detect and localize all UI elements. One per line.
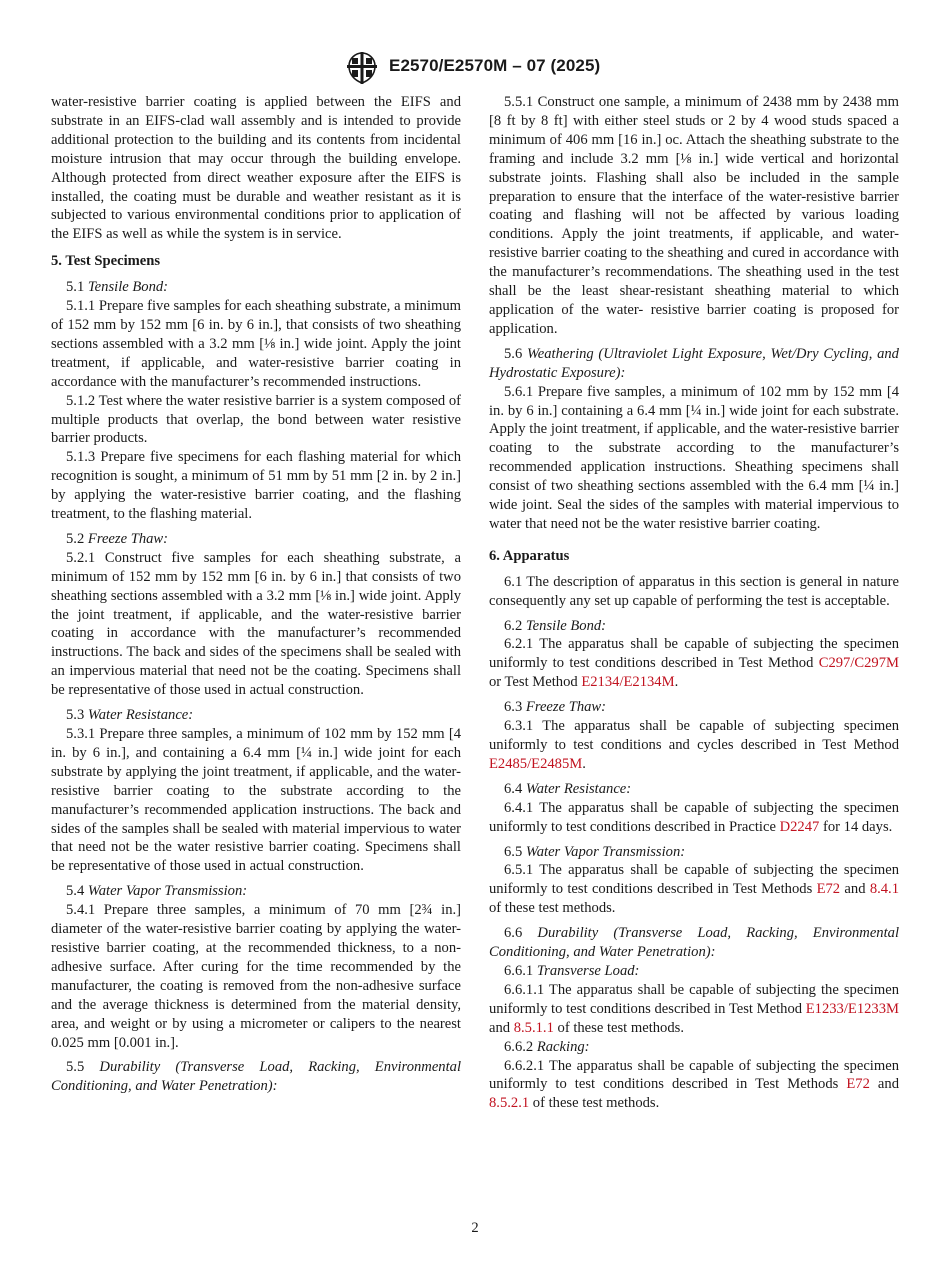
reference-link[interactable]: C297/C297M	[818, 655, 899, 672]
left-column	[51, 93, 461, 1096]
intro-paragraph: water-resistive barrier coating is applied between the EIFS and substrate in an EIFS-clad wall assembly and is intended to provide additional protection to the building and its contents from incidental moisture intrusion that may occur through the building envelope. Although protected from direct weather exposure after the EIFS is installed, the coating must be durable and weather resistant as it is subjected to various environmental conditions prior to application of the EIFS as well as while the system is in service.	[51, 94, 461, 243]
page-number: 2	[471, 1220, 479, 1236]
document-designation: E2570/E2570M – 07 (2025)	[389, 56, 601, 75]
reference-link[interactable]: E1233/E1233M	[805, 1000, 899, 1017]
paragraph: 6.3.1 The apparatus shall be capable of subjecting specimen uniformly to test conditions and cycles described in Test Method E2485/E2485M.	[489, 718, 899, 772]
reference-link[interactable]: 8.5.1.1	[513, 1019, 554, 1036]
astm-logo-icon	[344, 50, 380, 86]
reference-link[interactable]: E72	[816, 881, 841, 898]
subsection-heading: 6.6.2 Racking:	[504, 1038, 590, 1055]
paragraph: 5.5.1 Construct one sample, a minimum of 2438 mm by 2438 mm [8 ft by 8 ft] with either steel studs or 2 by 4 wood studs spaced a minimum of 406 mm [16 in.] oc. Attach the sheathing substrate to the framing and include 3.2 mm [⅛ in.] wide vertical and horizontal substrate joints. Flashing shall also be included in the sample preparation to ensure that the interface of the water-resistive barrier coating and flashing will not be affected by various loading conditions. Apply the joint treatments, if applicable, and water-resistive barrier coating to the sheathing and cured in accordance with the manufacturer’s recommendations. The sheathing used in the test shall be the least shear-resistant sheathing material to which application of the water- resistive barrier coating is proposed for application.	[489, 94, 899, 337]
section-heading: 6. Apparatus	[489, 547, 570, 564]
subsection-heading: 6.2 Tensile Bond:	[504, 617, 607, 634]
subsection-heading: 6.3 Freeze Thaw:	[504, 699, 607, 716]
right-column	[489, 93, 899, 1113]
reference-link[interactable]: E72	[846, 1076, 870, 1093]
paragraph: 5.3.1 Prepare three samples, a minimum of 102 mm by 152 mm [4 in. by 6 in.], and containing a 6.4 mm [¼ in.] wide joint for each substrate by applying the joint treatment, if applicable, and the water-resistive barrier coating to the substrate according to the manufacturer’s recommended application instructions. The back and sides of the samples shall be sealed with material impervious to water that need not be the water resistive barrier coating. Specimens shall be representative of those used in actual construction.	[51, 726, 461, 875]
subsection-heading: 6.4 Water Resistance:	[504, 780, 632, 797]
reference-link[interactable]: 8.4.1	[869, 881, 899, 898]
subsection-heading: 5.1 Tensile Bond:	[66, 279, 169, 296]
reference-link[interactable]: 8.5.2.1	[489, 1095, 530, 1112]
paragraph: 5.4.1 Prepare three samples, a minimum of 70 mm [2¾ in.] diameter of the water-resistive barrier coating by applying the water-resistive barrier coating, at the recommended thickness, to a non-adhesive surface. After curing for the time recommended by the manufacturer, the coating is removed from the non-adhesive surface and the average thickness is determined from the material density, area, and weight or by using a micrometer or calipers to the nearest 0.025 mm [0.001 in.].	[51, 902, 461, 1051]
paragraph: 5.1.1 Prepare five samples for each sheathing substrate, a minimum of 152 mm by 152 mm [6 in. by 6 in.], that consists of two sheathing sections assembled with a 3.2 mm [⅛ in.] wide joint. Apply the joint treatment, if applicable, and water-resistive barrier coating in accordance with the manufacturer’s recommended instructions.	[51, 298, 461, 390]
paragraph: 6.6.1.1 The apparatus shall be capable of subjecting the specimen uniformly to test conditions described in Test Method E1233/E1233M and 8.5.1.1 of these test methods.	[489, 981, 899, 1036]
page-header	[0, 50, 950, 86]
paragraph: 5.1.2 Test where the water resistive barrier is a system composed of multiple products that overlap, the bond between water resistive barrier products.	[51, 392, 461, 447]
subsection-heading: 6.6 Durability (Transverse Load, Racking, Environmental Conditioning, and Water Penetration):	[489, 925, 900, 961]
paragraph: 5.6.1 Prepare five samples, a minimum of 102 mm by 152 mm [4 in. by 6 in.] containing a 6.4 mm [¼ in.] wide joint for each substrate. Apply the joint treatment, if applicable, and the water-resistive barrier coating to the substrate according to the manufacturer’s recommended application instructions. Sheathing specimens shall consist of two sheathing sections assembled with the 6.4 mm [¼ in.] wide joint. Seal the sides of the samples with material impervious to water that need not be the water resistive barrier coating.	[489, 383, 899, 532]
section-heading: 5. Test Specimens	[51, 253, 161, 270]
paragraph: 5.2.1 Construct five samples for each sheathing substrate, a minimum of 152 mm by 152 mm [6 in. by 6 in.] that consists of two sheathing sections assembled with a 3.2 mm [⅛ in.] wide joint. Apply the joint treatment, if applicable, and the water-resistive barrier coating in accordance with the manufacturer’s recommended instructions. The back and sides of the specimens shall be sealed with an impervious material that need not be the coating. Specimens shall be representative of those used in actual construction.	[51, 549, 461, 699]
subsection-heading: 6.6.1 Transverse Load:	[504, 962, 640, 979]
reference-link[interactable]: D2247	[779, 818, 820, 835]
paragraph: 6.1 The description of apparatus in this section is general in nature consequently any set up capable of performing the test is acceptable.	[489, 573, 899, 609]
subsection-heading: 5.3 Water Resistance:	[66, 707, 194, 724]
reference-link[interactable]: E2134/E2134M	[581, 674, 675, 691]
paragraph: 5.1.3 Prepare five specimens for each flashing material for which recognition is sought, a minimum of 51 mm by 51 mm [2 in. by 2 in.] by applying the water-resistive barrier coating, and the flashing treatment, to the flashing material.	[51, 449, 461, 523]
paragraph: 6.2.1 The apparatus shall be capable of subjecting the specimen uniformly to test conditions described in Test Method C297/C297M or Test Method E2134/E2134M.	[489, 636, 899, 691]
paragraph: 6.6.2.1 The apparatus shall be capable of subjecting the specimen uniformly to test conditions described in Test Methods E72 and 8.5.2.1 of these test methods.	[489, 1057, 899, 1112]
subsection-heading: 5.6 Weathering (Ultraviolet Light Exposure, Wet/Dry Cycling, and Hydrostatic Exposure):	[489, 345, 899, 381]
subsection-heading: 5.2 Freeze Thaw:	[66, 530, 169, 547]
subsection-heading: 5.4 Water Vapor Transmission:	[66, 883, 248, 900]
subsection-heading: 5.5 Durability (Transverse Load, Racking, Environmental Conditioning, and Water Penetration):	[51, 1059, 462, 1095]
subsection-heading: 6.5 Water Vapor Transmission:	[504, 843, 686, 860]
reference-link[interactable]: E2485/E2485M	[489, 755, 583, 772]
paragraph: 6.4.1 The apparatus shall be capable of subjecting the specimen uniformly to test conditions described in Practice D2247 for 14 days.	[489, 799, 899, 835]
paragraph: 6.5.1 The apparatus shall be capable of subjecting the specimen uniformly to test conditions described in Test Methods E72 and 8.4.1 of these test methods.	[489, 862, 899, 917]
